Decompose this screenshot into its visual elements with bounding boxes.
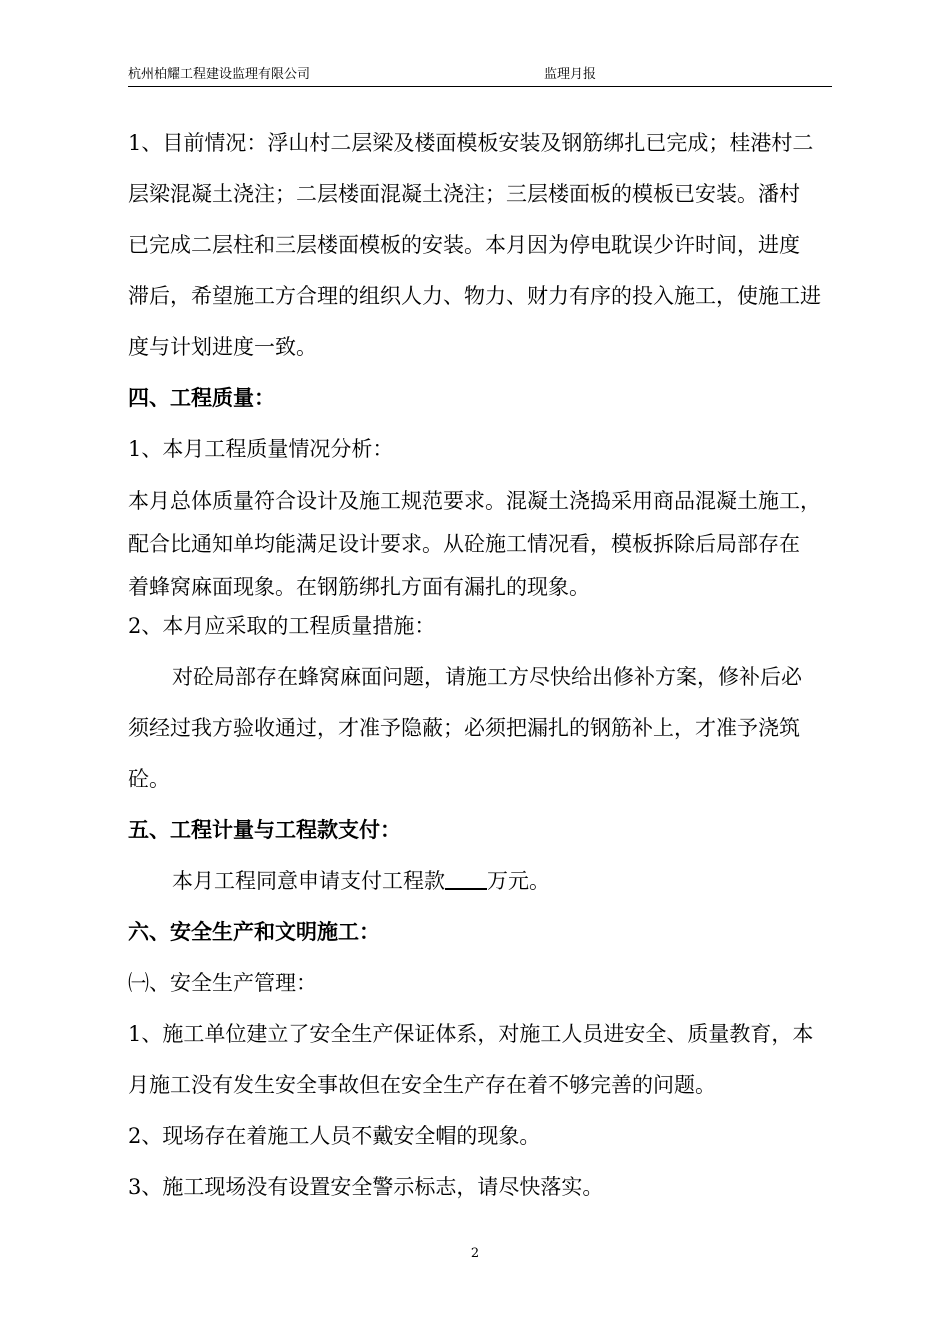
report-title: 监理月报 — [544, 67, 597, 82]
payment-text: 本月工程同意申请支付工程款 — [172, 869, 445, 893]
document-body — [128, 120, 832, 1202]
section-heading-payment: 五、工程计量与工程款支付： — [128, 817, 401, 842]
paragraph-line: 已完成二层柱和三层楼面模板的安装。本月因为停电耽误少许时间，进度 — [128, 233, 800, 257]
subsection-heading: 2、本月应采取的工程质量措施： — [128, 614, 436, 638]
paragraph-line: 1、目前情况：浮山村二层梁及楼面模板安装及钢筋绑扎已完成；桂港村二 — [128, 131, 814, 155]
paragraph-line: 度与计划进度一致。 — [128, 335, 317, 359]
paragraph-line: 着蜂窝麻面现象。在钢筋绑扎方面有漏扎的现象。 — [128, 575, 590, 599]
company-name: 杭州柏耀工程建设监理有限公司 — [128, 67, 311, 82]
paragraph-line: 砼。 — [128, 767, 170, 791]
paragraph-line: 3、施工现场没有设置安全警示标志，请尽快落实。 — [128, 1175, 604, 1199]
paragraph-line: 月施工没有发生安全事故但在安全生产存在着不够完善的问题。 — [128, 1073, 716, 1097]
paragraph-line: 1、施工单位建立了安全生产保证体系，对施工人员进安全、质量教育，本 — [128, 1022, 814, 1046]
section-heading-quality: 四、工程质量： — [128, 385, 275, 410]
payment-line — [128, 866, 832, 896]
amount-blank — [445, 868, 487, 890]
subsection-heading: ㈠、安全生产管理： — [128, 971, 317, 995]
paragraph-line: 本月总体质量符合设计及施工规范要求。混凝土浇捣采用商品混凝土施工， — [128, 489, 821, 513]
page-number: 2 — [470, 1246, 480, 1261]
paragraph-line: 配合比通知单均能满足设计要求。从砼施工情况看，模板拆除后局部存在 — [128, 532, 800, 556]
paragraph-line: 须经过我方验收通过，才准予隐蔽；必须把漏扎的钢筋补上，才准予浇筑 — [128, 716, 800, 740]
paragraph-line: 对砼局部存在蜂窝麻面问题，请施工方尽快给出修补方案，修补后必 — [172, 665, 802, 689]
payment-unit: 万元。 — [487, 869, 550, 893]
section-heading-safety: 六、安全生产和文明施工： — [128, 919, 380, 944]
paragraph-line: 滞后，希望施工方合理的组织人力、物力、财力有序的投入施工，使施工进 — [128, 284, 821, 308]
subsection-heading: 1、本月工程质量情况分析： — [128, 437, 394, 461]
paragraph-line: 层梁混凝土浇注；二层楼面混凝土浇注；三层楼面板的模板已安装。潘村 — [128, 182, 800, 206]
paragraph-line: 2、现场存在着施工人员不戴安全帽的现象。 — [128, 1124, 541, 1148]
page-header — [128, 66, 832, 87]
